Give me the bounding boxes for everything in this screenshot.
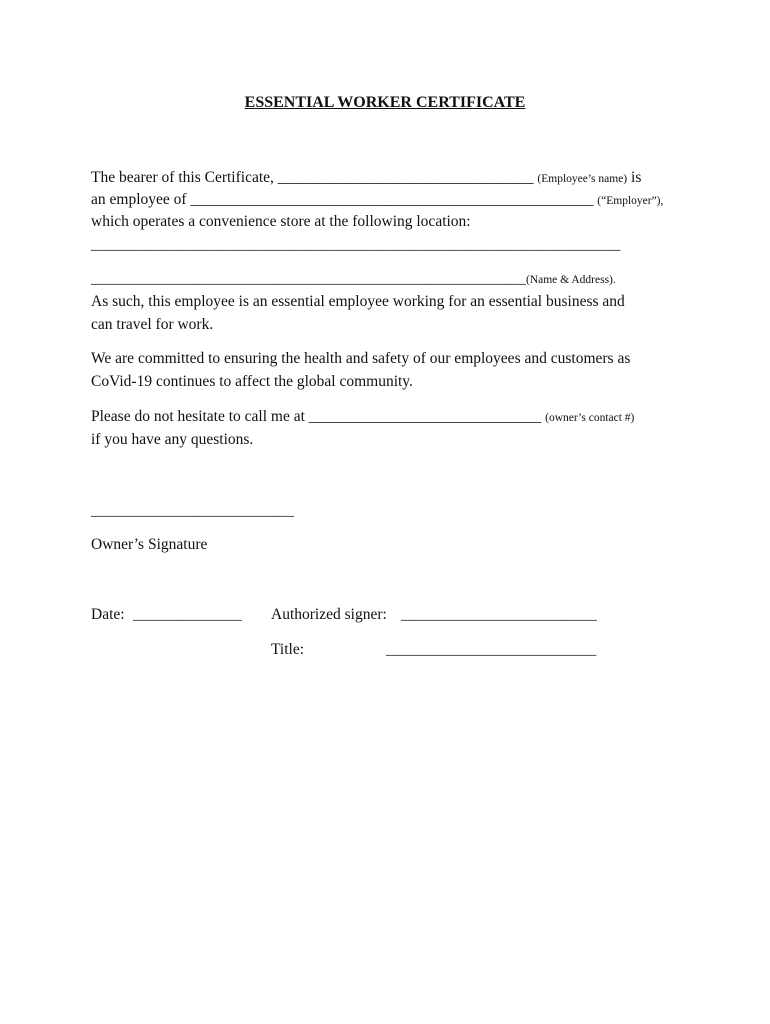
date-field[interactable]: _______________ [133,607,242,623]
employee-name-field[interactable]: _________________________________ [277,169,534,186]
owner-signature-field[interactable]: ____________________________ [91,503,294,519]
location-intro: which operates a convenience store at the following location: [91,213,471,230]
date-label: Date: [91,606,125,623]
owner-contact-field[interactable]: ______________________________ [308,408,542,425]
title-label: Title: [271,641,305,658]
para3-line1: We are committed to ensuring the health and safety of our employees and customers as [91,350,631,367]
employer-note: (“Employer”), [597,195,664,207]
para3-line2: CoVid-19 continues to affect the global community. [91,373,413,390]
contact-text: Please do not hesitate to call me at [91,408,309,425]
owner-contact-note: (owner’s contact #) [545,412,635,424]
bearer-line-end: is [631,169,642,186]
bearer-line [91,169,641,188]
authorized-signer-label: Authorized signer: [271,606,387,623]
owner-signature-label: Owner’s Signature [91,536,208,553]
contact-line [91,408,634,427]
document-title: ESSENTIAL WORKER CERTIFICATE [244,94,526,111]
authorized-signer-field[interactable]: ___________________________ [401,607,597,623]
bearer-text: The bearer of this Certificate, [91,169,278,186]
employer-text: an employee of [91,191,191,208]
location-line-2 [91,270,616,289]
name-address-note: (Name & Address). [526,274,616,286]
employee-name-note: (Employee’s name) [537,173,628,185]
location-field-1[interactable]: _________________________________________________________________________ [91,237,621,253]
para4-line2: if you have any questions. [91,431,254,448]
employer-field[interactable]: ____________________________________________________ [190,191,594,208]
title-field[interactable]: _____________________________ [386,642,597,658]
location-field-2[interactable]: ____________________________________________________________ [91,271,526,287]
employer-line [91,191,663,210]
para2-line1: As such, this employee is an essential employee working for an essential business and [91,293,625,310]
para2-line2: can travel for work. [91,316,214,333]
